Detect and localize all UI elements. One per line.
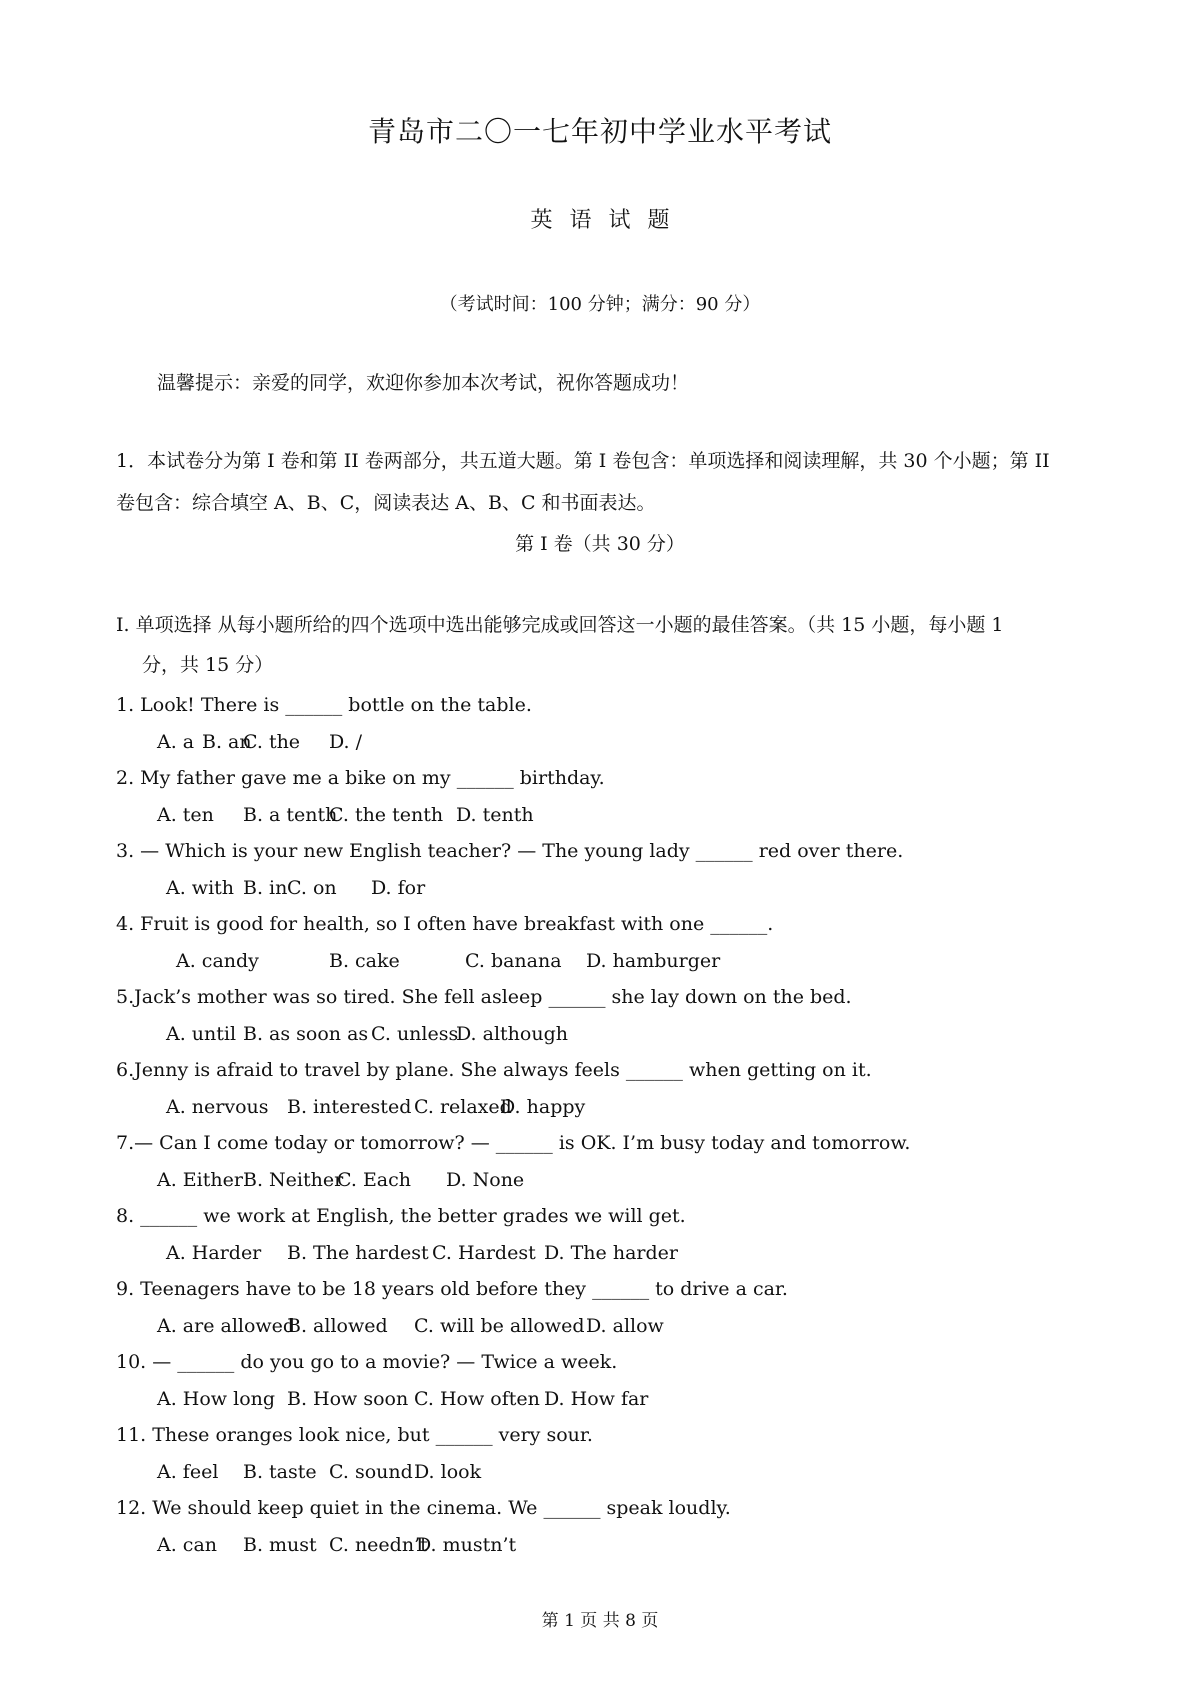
option-a: A. are allowed	[157, 1315, 296, 1337]
question-stem: 7.— Can I come today or tomorrow? — ______ is OK. I’m busy today and tomorrow.	[116, 1132, 911, 1154]
option-b: B. interested	[287, 1096, 412, 1118]
instruction-line-2: 卷包含：综合填空 A、B、C，阅读表达 A、B、C 和书面表达。	[116, 492, 656, 514]
option-d: D. The harder	[544, 1242, 678, 1264]
question-stem: 1. Look! There is ______ bottle on the table.	[116, 694, 532, 716]
option-d: D. How far	[544, 1388, 649, 1410]
option-b: B. as soon as	[243, 1023, 369, 1045]
option-c: C. Each	[337, 1169, 412, 1191]
option-d: D. look	[414, 1461, 482, 1483]
option-b: B. a tenth	[243, 804, 338, 826]
question-stem: 2. My father gave me a bike on my ______ birthday.	[116, 767, 605, 789]
option-d: D. although	[456, 1023, 568, 1045]
option-a: A. Either	[157, 1169, 243, 1191]
option-c: C. How often	[414, 1388, 540, 1410]
option-c: C. needn’t	[329, 1534, 428, 1556]
question-stem: 5.Jack’s mother was so tired. She fell asleep ______ she lay down on the bed.	[116, 986, 852, 1008]
question-stem: 11. These oranges look nice, but ______ very sour.	[116, 1424, 593, 1446]
option-b: B. The hardest	[287, 1242, 429, 1264]
section-heading-continued: 分，共 15 分）	[142, 654, 274, 676]
question-stem: 10. — ______ do you go to a movie? — Twice a week.	[116, 1351, 618, 1373]
welcome-tip: 温馨提示：亲爱的同学，欢迎你参加本次考试，祝你答题成功！	[157, 372, 690, 394]
option-d: D. allow	[586, 1315, 664, 1337]
option-a: A. nervous	[166, 1096, 269, 1118]
option-a: A. with	[166, 877, 235, 899]
option-c: C. Hardest	[432, 1242, 536, 1264]
option-c: C. unless	[371, 1023, 459, 1045]
option-a: A. until	[166, 1023, 237, 1045]
option-c: C. sound	[329, 1461, 413, 1483]
section-heading: I. 单项选择 从每小题所给的四个选项中选出能够完成或回答这一小题的最佳答案。（共 15 小题，每小题 1	[116, 614, 1004, 636]
option-d: D. /	[329, 731, 363, 753]
option-b: B. cake	[329, 950, 400, 972]
option-a: A. candy	[176, 950, 259, 972]
option-c: C. the	[243, 731, 301, 753]
option-b: B. allowed	[287, 1315, 388, 1337]
question-stem: 9. Teenagers have to be 18 years old before they ______ to drive a car.	[116, 1278, 788, 1300]
option-d: D. happy	[500, 1096, 586, 1118]
option-d: D. tenth	[456, 804, 534, 826]
question-stem: 8. ______ we work at English, the better grades we will get.	[116, 1205, 686, 1227]
option-b: B. an	[202, 731, 252, 753]
option-b: B. How soon	[287, 1388, 409, 1410]
option-c: C. will be allowed	[414, 1315, 585, 1337]
option-c: C. the tenth	[329, 804, 444, 826]
option-a: A. a	[157, 731, 195, 753]
option-c: C. on	[287, 877, 337, 899]
option-b: B. in	[243, 877, 288, 899]
page-number: 第 1 页 共 8 页	[541, 1611, 659, 1631]
option-d: D. hamburger	[586, 950, 721, 972]
option-d: D. None	[446, 1169, 525, 1191]
option-a: A. Harder	[166, 1242, 262, 1264]
option-a: A. How long	[157, 1388, 276, 1410]
question-stem: 12. We should keep quiet in the cinema. We ______ speak loudly.	[116, 1497, 731, 1519]
option-a: A. can	[157, 1534, 218, 1556]
page-title: 青岛市二〇一七年初中学业水平考试	[367, 115, 832, 148]
exam-info: （考试时间：100 分钟；满分：90 分）	[439, 294, 761, 315]
question-stem: 3. — Which is your new English teacher? — The young lady ______ red over there.	[116, 840, 904, 862]
option-b: B. must	[243, 1534, 317, 1556]
volume-title: 第 I 卷（共 30 分）	[515, 533, 685, 555]
question-stem: 6.Jenny is afraid to travel by plane. She always feels ______ when getting on it.	[116, 1059, 872, 1081]
option-d: D. for	[371, 877, 426, 899]
option-b: B. taste	[243, 1461, 317, 1483]
option-b: B. Neither	[243, 1169, 344, 1191]
option-a: A. feel	[157, 1461, 219, 1483]
option-c: C. banana	[465, 950, 562, 972]
option-a: A. ten	[157, 804, 214, 826]
option-d: D. mustn’t	[416, 1534, 517, 1556]
option-c: C. relaxed	[414, 1096, 512, 1118]
instruction-line-1: 1．本试卷分为第 I 卷和第 II 卷两部分，共五道大题。第 I 卷包含：单项选择和阅读理解，共 30 个小题；第 II	[116, 450, 1050, 472]
page-subtitle: 英 语 试 题	[530, 208, 670, 233]
question-stem: 4. Fruit is good for health, so I often have breakfast with one ______.	[116, 913, 774, 935]
